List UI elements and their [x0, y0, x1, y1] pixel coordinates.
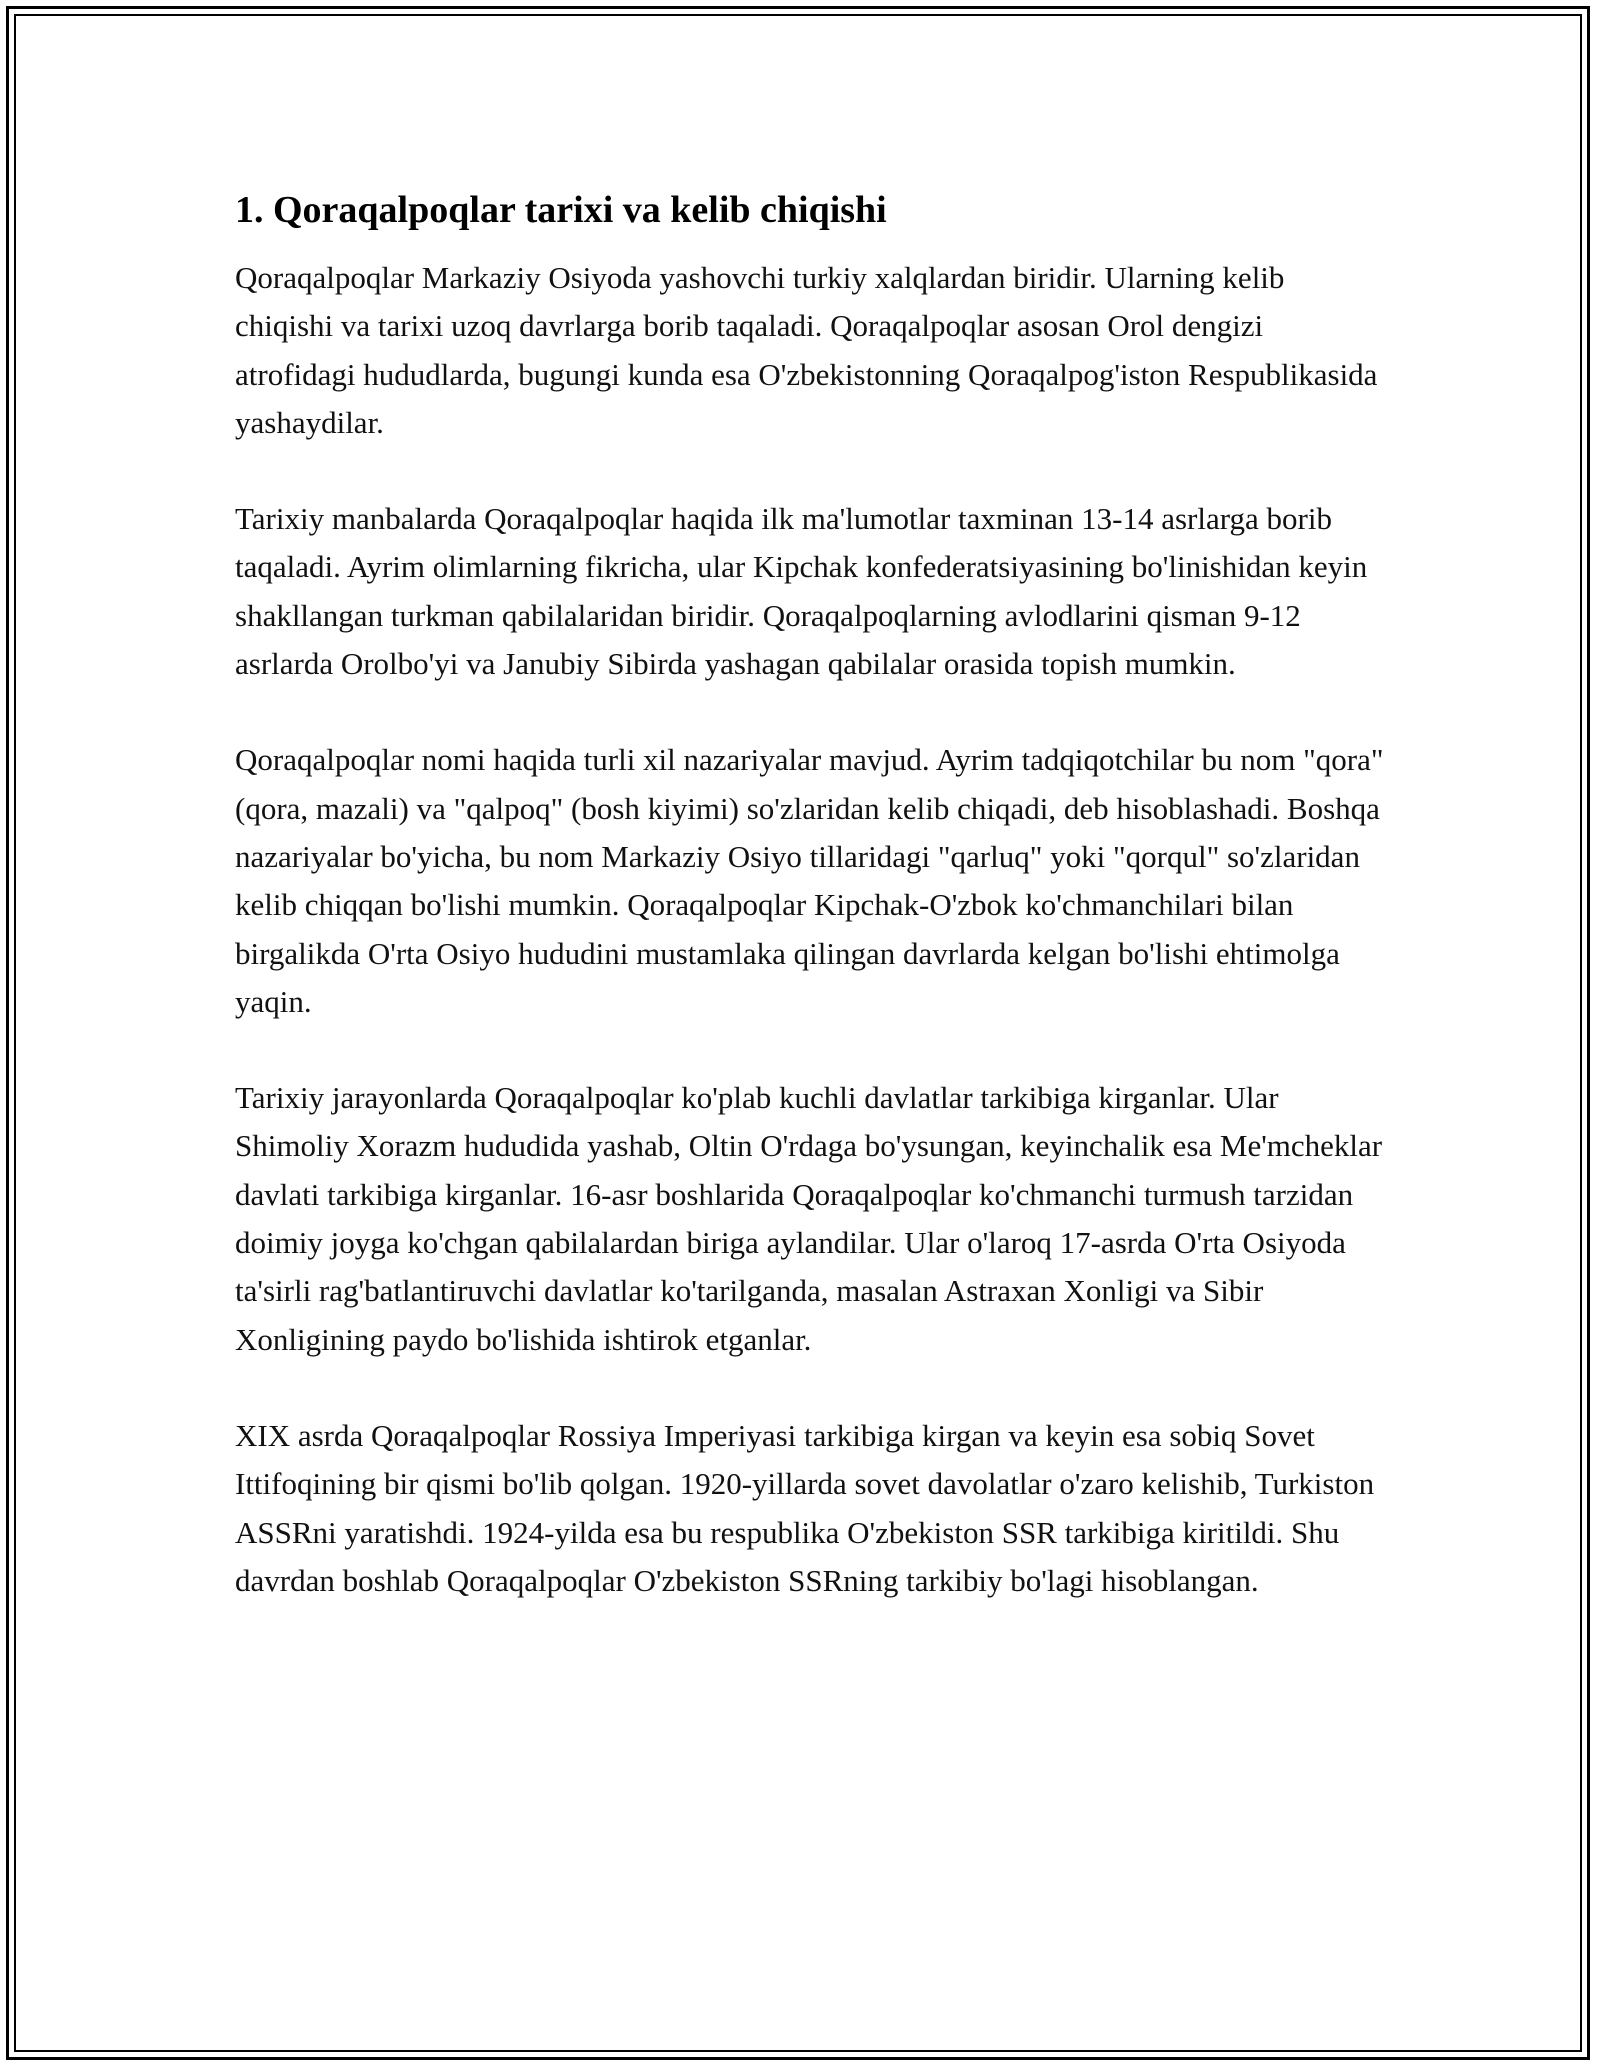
paragraph-4: Tarixiy jarayonlarda Qoraqalpoqlar ko'plab kuchli davlatlar tarkibiga kirganlar. Ular Shimoliy Xorazm hududida yashab, Oltin O'rdaga bo'ysungan, keyinchalik esa Me'mcheklar davlati tarkibiga kirganlar. 16-asr boshlarida Qoraqalpoqlar ko'chmanchi turmush tarzidan doimiy joyga ko'chgan qabilalardan biriga aylandilar. Ular o'laroq 17-asrda O'rta Osiyoda ta'sirli rag'batlantiruvchi davlatlar ko'tarilganda, masalan Astraxan Xonligi va Sibir Xonligining paydo bo'lishida ishtirok etganlar. — [235, 1080, 1383, 1357]
paragraph-2: Tarixiy manbalarda Qoraqalpoqlar haqida ilk ma'lumotlar taxminan 13-14 asrlarga borib taqaladi. Ayrim olimlarning fikricha, ular Kipchak konfederatsiyasining bo'linishidan keyin shakllangan turkman qabilalaridan biridir. Qoraqalpoqlarning avlodlarini qisman 9-12 asrlarda Orolbo'yi va Janubiy Sibirda yashagan qabilalar orasida topish mumkin. — [235, 501, 1368, 682]
section-title: 1. Qoraqalpoqlar tarixi va kelib chiqishi — [235, 189, 887, 231]
document-body — [235, 186, 1385, 1653]
paragraph-5: XIX asrda Qoraqalpoqlar Rossiya Imperiyasi tarkibiga kirgan va keyin esa sobiq Sovet Ittifoqining bir qismi bo'lib qolgan. 1920-yillarda sovet davolatlar o'zaro kelishib, Turkiston ASSRni yaratishdi. 1924-yilda esa bu respublika O'zbekiston SSR tarkibiga kiritildi. Shu davrdan boshlab Qoraqalpoqlar O'zbekiston SSRning tarkibiy bo'lagi hisoblangan. — [235, 1417, 1375, 1598]
paragraph-3: Qoraqalpoqlar nomi haqida turli xil nazariyalar mavjud. Ayrim tadqiqotchilar bu nom "qora" (qora, mazali) va "qalpoq" (bosh kiyimi) so'zlaridan kelib chiqadi, deb hisoblashadi. Boshqa nazariyalar bo'yicha, bu nom Markaziy Osiyo tillaridagi "qarluq" yoki "qorqul" so'zlaridan kelib chiqqan bo'lishi mumkin. Qoraqalpoqlar Kipchak-O'zbok ko'chmanchilari bilan birgalikda O'rta Osiyo hududini mustamlaka qilingan davrlarda kelgan bo'lishi ehtimolga yaqin. — [235, 742, 1384, 1019]
paragraph-1: Qoraqalpoqlar Markaziy Osiyoda yashovchi turkiy xalqlardan biridir. Ularning kelib chiqishi va tarixi uzoq davrlarga borib taqaladi. Qoraqalpoqlar asosan Orol dengizi atrofidagi hududlarda, bugungi kunda esa O'zbekistonning Qoraqalpog'iston Respublikasida yashaydilar. — [235, 260, 1378, 440]
